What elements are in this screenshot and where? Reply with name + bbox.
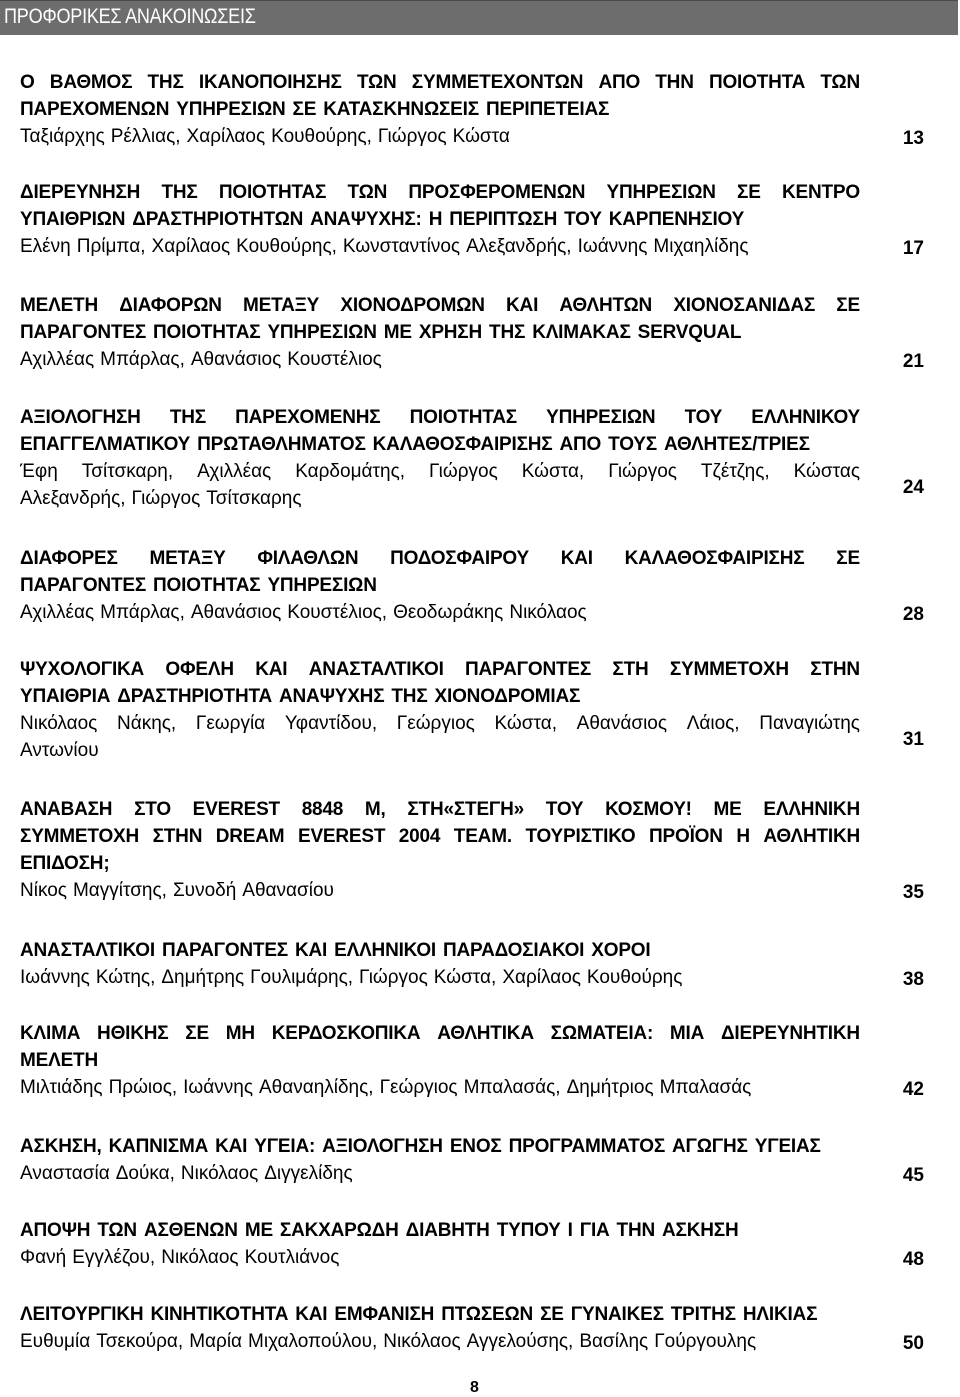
entry-authors-line: Ευθυμία Τσεκούρα, Μαρία Μιχαλοπούλου, Νικόλαος Αγγελούσης, Βασίλης Γούργουλης	[20, 1331, 757, 1352]
entry-title-line: ΑΝΑΣΤΑΛΤΙΚΟΙ ΠΑΡΑΓΟΝΤΕΣ ΚΑΙ ΕΛΛΗΝΙΚΟΙ ΠΑΡΑΔΟΣΙΑΚΟΙ ΧΟΡΟΙ	[20, 940, 651, 961]
entry-title-line: ΔΙΕΡΕΥΝΗΣΗ ΤΗΣ ΠΟΙΟΤΗΤΑΣ ΤΩΝ ΠΡΟΣΦΕΡΟΜΕΝΩΝ ΥΠΗΡΕΣΙΩΝ ΣΕ ΚΕΝΤΡΟ	[20, 182, 860, 203]
toc-entry	[20, 1020, 924, 1101]
toc-entry	[20, 796, 924, 904]
entry-authors-line: Ελένη Πρίμπα, Χαρίλαος Κουθούρης, Κωνσταντίνος Αλεξανδρής, Ιωάννης Μιχαηλίδης	[20, 236, 749, 257]
entry-page-number: 48	[902, 1249, 924, 1270]
entry-title-line: ΜΕΛΕΤΗ	[20, 1050, 98, 1071]
entry-authors-line: Αντωνίου	[20, 740, 99, 761]
entry-title-line: ΥΠΑΙΘΡΙΩΝ ΔΡΑΣΤΗΡΙΟΤΗΤΩΝ ΑΝΑΨΥΧΗΣ: Η ΠΕΡΙΠΤΩΣΗ ΤΟΥ ΚΑΡΠΕΝΗΣΙΟΥ	[20, 209, 745, 230]
toc-entry	[20, 1133, 924, 1187]
toc-entry	[20, 404, 924, 512]
toc-entry	[20, 937, 924, 991]
entry-title-line: Ο ΒΑΘΜΟΣ ΤΗΣ ΙΚΑΝΟΠΟΙΗΣΗΣ ΤΩΝ ΣΥΜΜΕΤΕΧΟΝΤΩΝ ΑΠΟ ΤΗΝ ΠΟΙΟΤΗΤΑ ΤΩΝ	[20, 72, 860, 93]
entry-title-line: ΣΥΜΜΕΤΟΧΗ ΣΤΗΝ DREAM EVEREST 2004 TEAM. ΤΟΥΡΙΣΤΙΚΟ ΠΡΟΪΟΝ Η ΑΘΛΗΤΙΚΗ	[20, 826, 860, 847]
entry-title-line: ΑΝΑΒΑΣΗ ΣΤΟ EVEREST 8848 Μ, ΣΤΗ«ΣΤΕΓΗ» ΤΟΥ ΚΟΣΜΟΥ! ΜΕ ΕΛΛΗΝΙΚΗ	[20, 799, 860, 820]
entry-authors-line: Ταξιάρχης Ρέλλιας, Χαρίλαος Κουθούρης, Γιώργος Κώστα	[20, 126, 510, 147]
entry-title-line: ΠΑΡΑΓΟΝΤΕΣ ΠΟΙΟΤΗΤΑΣ ΥΠΗΡΕΣΙΩΝ ΜΕ ΧΡΗΣΗ ΤΗΣ ΚΛΙΜΑΚΑΣ SERVQUAL	[20, 322, 742, 343]
section-header-bar	[0, 0, 958, 35]
entry-title-line: ΠΑΡΑΓΟΝΤΕΣ ΠΟΙΟΤΗΤΑΣ ΥΠΗΡΕΣΙΩΝ	[20, 575, 377, 596]
toc-entry	[20, 292, 924, 373]
entry-authors-line: Νίκος Μαγγίτσης, Συνοδή Αθανασίου	[20, 880, 334, 901]
entry-authors-line: Νικόλαος Νάκης, Γεωργία Υφαντίδου, Γεώργιος Κώστα, Αθανάσιος Λάιος, Παναγιώτης	[20, 713, 860, 734]
entry-title-line: ΨΥΧΟΛΟΓΙΚΑ ΟΦΕΛΗ ΚΑΙ ΑΝΑΣΤΑΛΤΙΚΟΙ ΠΑΡΑΓΟΝΤΕΣ ΣΤΗ ΣΥΜΜΕΤΟΧΗ ΣΤΗΝ	[20, 659, 860, 680]
toc-entry	[20, 69, 924, 150]
entry-title-line: ΑΠΟΨΗ ΤΩΝ ΑΣΘΕΝΩΝ ΜΕ ΣΑΚΧΑΡΩΔΗ ΔΙΑΒΗΤΗ ΤΥΠΟΥ Ι ΓΙΑ ΤΗΝ ΑΣΚΗΣΗ	[20, 1220, 739, 1241]
entry-title-line: ΑΞΙΟΛΟΓΗΣΗ ΤΗΣ ΠΑΡΕΧΟΜΕΝΗΣ ΠΟΙΟΤΗΤΑΣ ΥΠΗΡΕΣΙΩΝ ΤΟΥ ΕΛΛΗΝΙΚΟΥ	[20, 407, 860, 428]
entry-title-line: ΠΑΡΕΧΟΜΕΝΩΝ ΥΠΗΡΕΣΙΩΝ ΣΕ ΚΑΤΑΣΚΗΝΩΣΕΙΣ ΠΕΡΙΠΕΤΕΙΑΣ	[20, 99, 610, 120]
entry-page-number: 42	[902, 1079, 924, 1100]
entry-authors-line: Ιωάννης Κώτης, Δημήτρης Γουλιμάρης, Γιώργος Κώστα, Χαρίλαος Κουθούρης	[20, 967, 683, 988]
entry-title-line: ΚΛΙΜΑ ΗΘΙΚΗΣ ΣΕ ΜΗ ΚΕΡΔΟΣΚΟΠΙΚΑ ΑΘΛΗΤΙΚΑ ΣΩΜΑΤΕΙΑ: ΜΙΑ ΔΙΕΡΕΥΝΗΤΙΚΗ	[20, 1023, 860, 1044]
entry-page-number: 35	[902, 882, 924, 903]
entry-authors-line: Αχιλλέας Μπάρλας, Αθανάσιος Κουστέλιος	[20, 349, 382, 370]
entry-page-number: 21	[902, 351, 924, 372]
entry-page-number: 13	[902, 128, 924, 149]
entry-page-number: 45	[902, 1165, 924, 1186]
entry-page-number: 17	[902, 238, 924, 259]
entry-authors-line: Αχιλλέας Μπάρλας, Αθανάσιος Κουστέλιος, Θεοδωράκης Νικόλαος	[20, 602, 587, 623]
toc-entry	[20, 1301, 924, 1355]
entry-authors-line: Μιλτιάδης Πρώιος, Ιωάννης Αθαναηλίδης, Γεώργιος Μπαλασάς, Δημήτριος Μπαλασάς	[20, 1077, 752, 1098]
entry-authors-line: Έφη Τσίτσκαρη, Αχιλλέας Καρδομάτης, Γιώργος Κώστα, Γιώργος Τζέτζης, Κώστας	[20, 461, 860, 482]
entry-page-number: 24	[902, 476, 924, 498]
toc-entry	[20, 1217, 924, 1271]
entry-authors-line: Αναστασία Δούκα, Νικόλαος Διγγελίδης	[20, 1163, 353, 1184]
entry-title-line: ΕΠΙΔΟΣΗ;	[20, 853, 110, 874]
toc-entry	[20, 656, 924, 764]
entry-authors-line: Αλεξανδρής, Γιώργος Τσίτσκαρης	[20, 488, 302, 509]
entry-page-number: 50	[902, 1333, 924, 1354]
entry-page-number: 38	[902, 969, 924, 990]
entry-title-line: ΕΠΑΓΓΕΛΜΑΤΙΚΟΥ ΠΡΩΤΑΘΛΗΜΑΤΟΣ ΚΑΛΑΘΟΣΦΑΙΡΙΣΗΣ ΑΠΟ ΤΟΥΣ ΑΘΛΗΤΕΣ/ΤΡΙΕΣ	[20, 434, 810, 455]
entry-title-line: ΜΕΛΕΤΗ ΔΙΑΦΟΡΩΝ ΜΕΤΑΞΥ ΧΙΟΝΟΔΡΟΜΩΝ ΚΑΙ ΑΘΛΗΤΩΝ ΧΙΟΝΟΣΑΝΙΔΑΣ ΣΕ	[20, 295, 860, 316]
entry-title-line: ΥΠΑΙΘΡΙΑ ΔΡΑΣΤΗΡΙΟΤΗΤΑ ΑΝΑΨΥΧΗΣ ΤΗΣ ΧΙΟΝΟΔΡΟΜΙΑΣ	[20, 686, 581, 707]
footer-page-number: 8	[470, 1379, 479, 1396]
section-title: ΠΡΟΦΟΡΙΚΕΣ ΑΝΑΚΟΙΝΩΣΕΙΣ	[4, 5, 256, 28]
entry-title-line: ΑΣΚΗΣΗ, ΚΑΠΝΙΣΜΑ ΚΑΙ ΥΓΕΙΑ: ΑΞΙΟΛΟΓΗΣΗ ΕΝΟΣ ΠΡΟΓΡΑΜΜΑΤΟΣ ΑΓΩΓΗΣ ΥΓΕΙΑΣ	[20, 1136, 821, 1157]
entry-title-line: ΛΕΙΤΟΥΡΓΙΚΗ ΚΙΝΗΤΙΚΟΤΗΤΑ ΚΑΙ ΕΜΦΑΝΙΣΗ ΠΤΩΣΕΩΝ ΣΕ ΓΥΝΑΙΚΕΣ ΤΡΙΤΗΣ ΗΛΙΚΙΑΣ	[20, 1304, 818, 1325]
entry-page-number: 28	[902, 604, 924, 625]
entry-title-line: ΔΙΑΦΟΡΕΣ ΜΕΤΑΞΥ ΦΙΛΑΘΛΩΝ ΠΟΔΟΣΦΑΙΡΟΥ ΚΑΙ ΚΑΛΑΘΟΣΦΑΙΡΙΣΗΣ ΣΕ	[20, 548, 860, 569]
entry-page-number: 31	[902, 728, 924, 750]
toc-entry	[20, 179, 924, 260]
toc-entry	[20, 545, 924, 626]
entry-authors-line: Φανή Εγγλέζου, Νικόλαος Κουτλιάνος	[20, 1247, 340, 1268]
